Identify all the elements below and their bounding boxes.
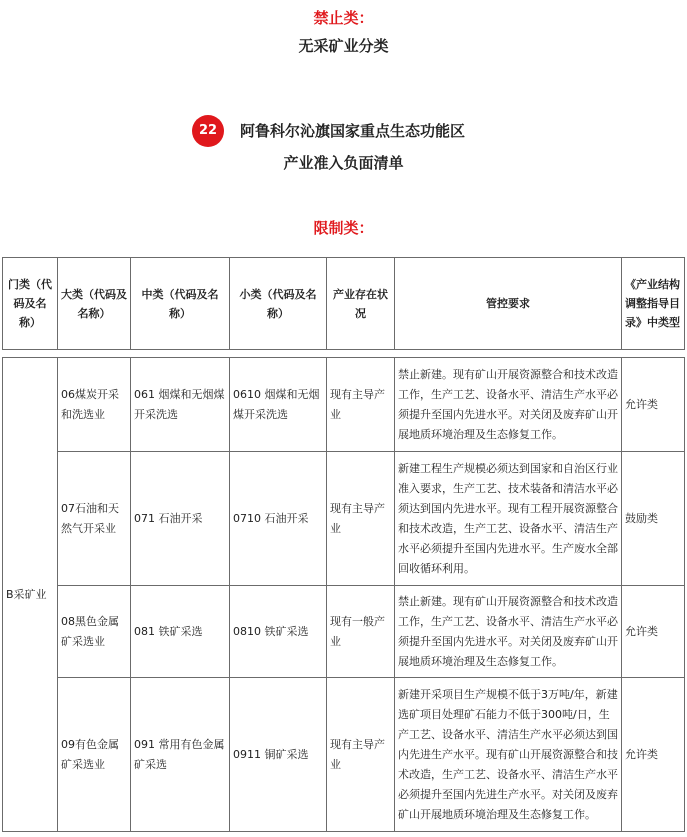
header-table xyxy=(2,257,685,350)
list-title xyxy=(0,114,687,184)
requirement-cell: 新建工程生产规模必须达到国家和自治区行业准入要求，生产工艺、技术装备和清洁水平必须达到国内先进水平。现有工程开展资源整合和技术改造，生产工艺、设备水平、清洁生产水平必须提升至国内先进水平。生产废水全部回收循环利用。 xyxy=(395,452,622,586)
table-row xyxy=(3,586,685,678)
status-cell: 现有主导产业 xyxy=(327,358,395,452)
requirement-cell: 新建开采项目生产规模不低于3万吨/年，新建选矿项目处理矿石能力不低于300吨/日，生产工艺、设备水平、清洁生产水平必须达到国内先进生产水平。现有矿山开展资源整合和技术改造，生产工艺、设备水平、清洁生产水平必须提升至国内先进生产水平。对关闭及废弃矿山开展地质环境治理及生态修复工作。 xyxy=(395,678,622,832)
requirement-cell: 禁止新建。现有矿山开展资源整合和技术改造工作，生产工艺、设备水平、清洁生产水平必须提升至国内先进水平。对关闭及废弃矿山开展地质环境治理及生态修复工作。 xyxy=(395,586,622,678)
prohibited-value: 无采矿业分类 xyxy=(298,37,389,55)
middle-cell: 081 铁矿采选 xyxy=(131,586,230,678)
title-line-1: 阿鲁科尔沁旗国家重点生态功能区 xyxy=(240,122,466,140)
table-header-row xyxy=(3,258,685,350)
prohibited-label: 禁止类： xyxy=(313,9,374,27)
catalog-type-cell: 允许类 xyxy=(622,358,685,452)
header-middle: 中类（代码及名称） xyxy=(131,258,230,350)
status-cell: 现有主导产业 xyxy=(327,452,395,586)
title-line-2: 产业准入负面清单 xyxy=(283,154,404,172)
minor-cell: 0610 烟煤和无烟煤开采洗选 xyxy=(230,358,327,452)
middle-cell: 071 石油开采 xyxy=(131,452,230,586)
catalog-type-cell: 允许类 xyxy=(622,586,685,678)
header-catalog-type: 《产业结构调整指导目录》中类型 xyxy=(622,258,685,350)
header-requirement: 管控要求 xyxy=(395,258,622,350)
door-category-cell: B采矿业 xyxy=(3,358,58,832)
header-door: 门类（代码及名称） xyxy=(3,258,58,350)
major-cell: 06煤炭开采和洗选业 xyxy=(58,358,131,452)
table-row xyxy=(3,358,685,452)
header-status: 产业存在状况 xyxy=(327,258,395,350)
number-badge: 22 xyxy=(192,115,224,147)
restricted-label: 限制类： xyxy=(313,219,374,237)
status-cell: 现有主导产业 xyxy=(327,678,395,832)
header-minor: 小类（代码及名称） xyxy=(230,258,327,350)
middle-cell: 091 常用有色金属矿采选 xyxy=(131,678,230,832)
header-major: 大类（代码及名称） xyxy=(58,258,131,350)
minor-cell: 0911 铜矿采选 xyxy=(230,678,327,832)
minor-cell: 0710 石油开采 xyxy=(230,452,327,586)
middle-cell: 061 烟煤和无烟煤开采洗选 xyxy=(131,358,230,452)
body-table xyxy=(2,357,685,832)
table-row xyxy=(3,678,685,832)
catalog-type-cell: 允许类 xyxy=(622,678,685,832)
requirement-cell: 禁止新建。现有矿山开展资源整合和技术改造工作，生产工艺、设备水平、清洁生产水平必须提升至国内先进水平。对关闭及废弃矿山开展地质环境治理及生态修复工作。 xyxy=(395,358,622,452)
minor-cell: 0810 铁矿采选 xyxy=(230,586,327,678)
catalog-type-cell: 鼓励类 xyxy=(622,452,685,586)
status-cell: 现有一般产业 xyxy=(327,586,395,678)
major-cell: 07石油和天然气开采业 xyxy=(58,452,131,586)
major-cell: 08黑色金属矿采选业 xyxy=(58,586,131,678)
table-row xyxy=(3,452,685,586)
major-cell: 09有色金属矿采选业 xyxy=(58,678,131,832)
